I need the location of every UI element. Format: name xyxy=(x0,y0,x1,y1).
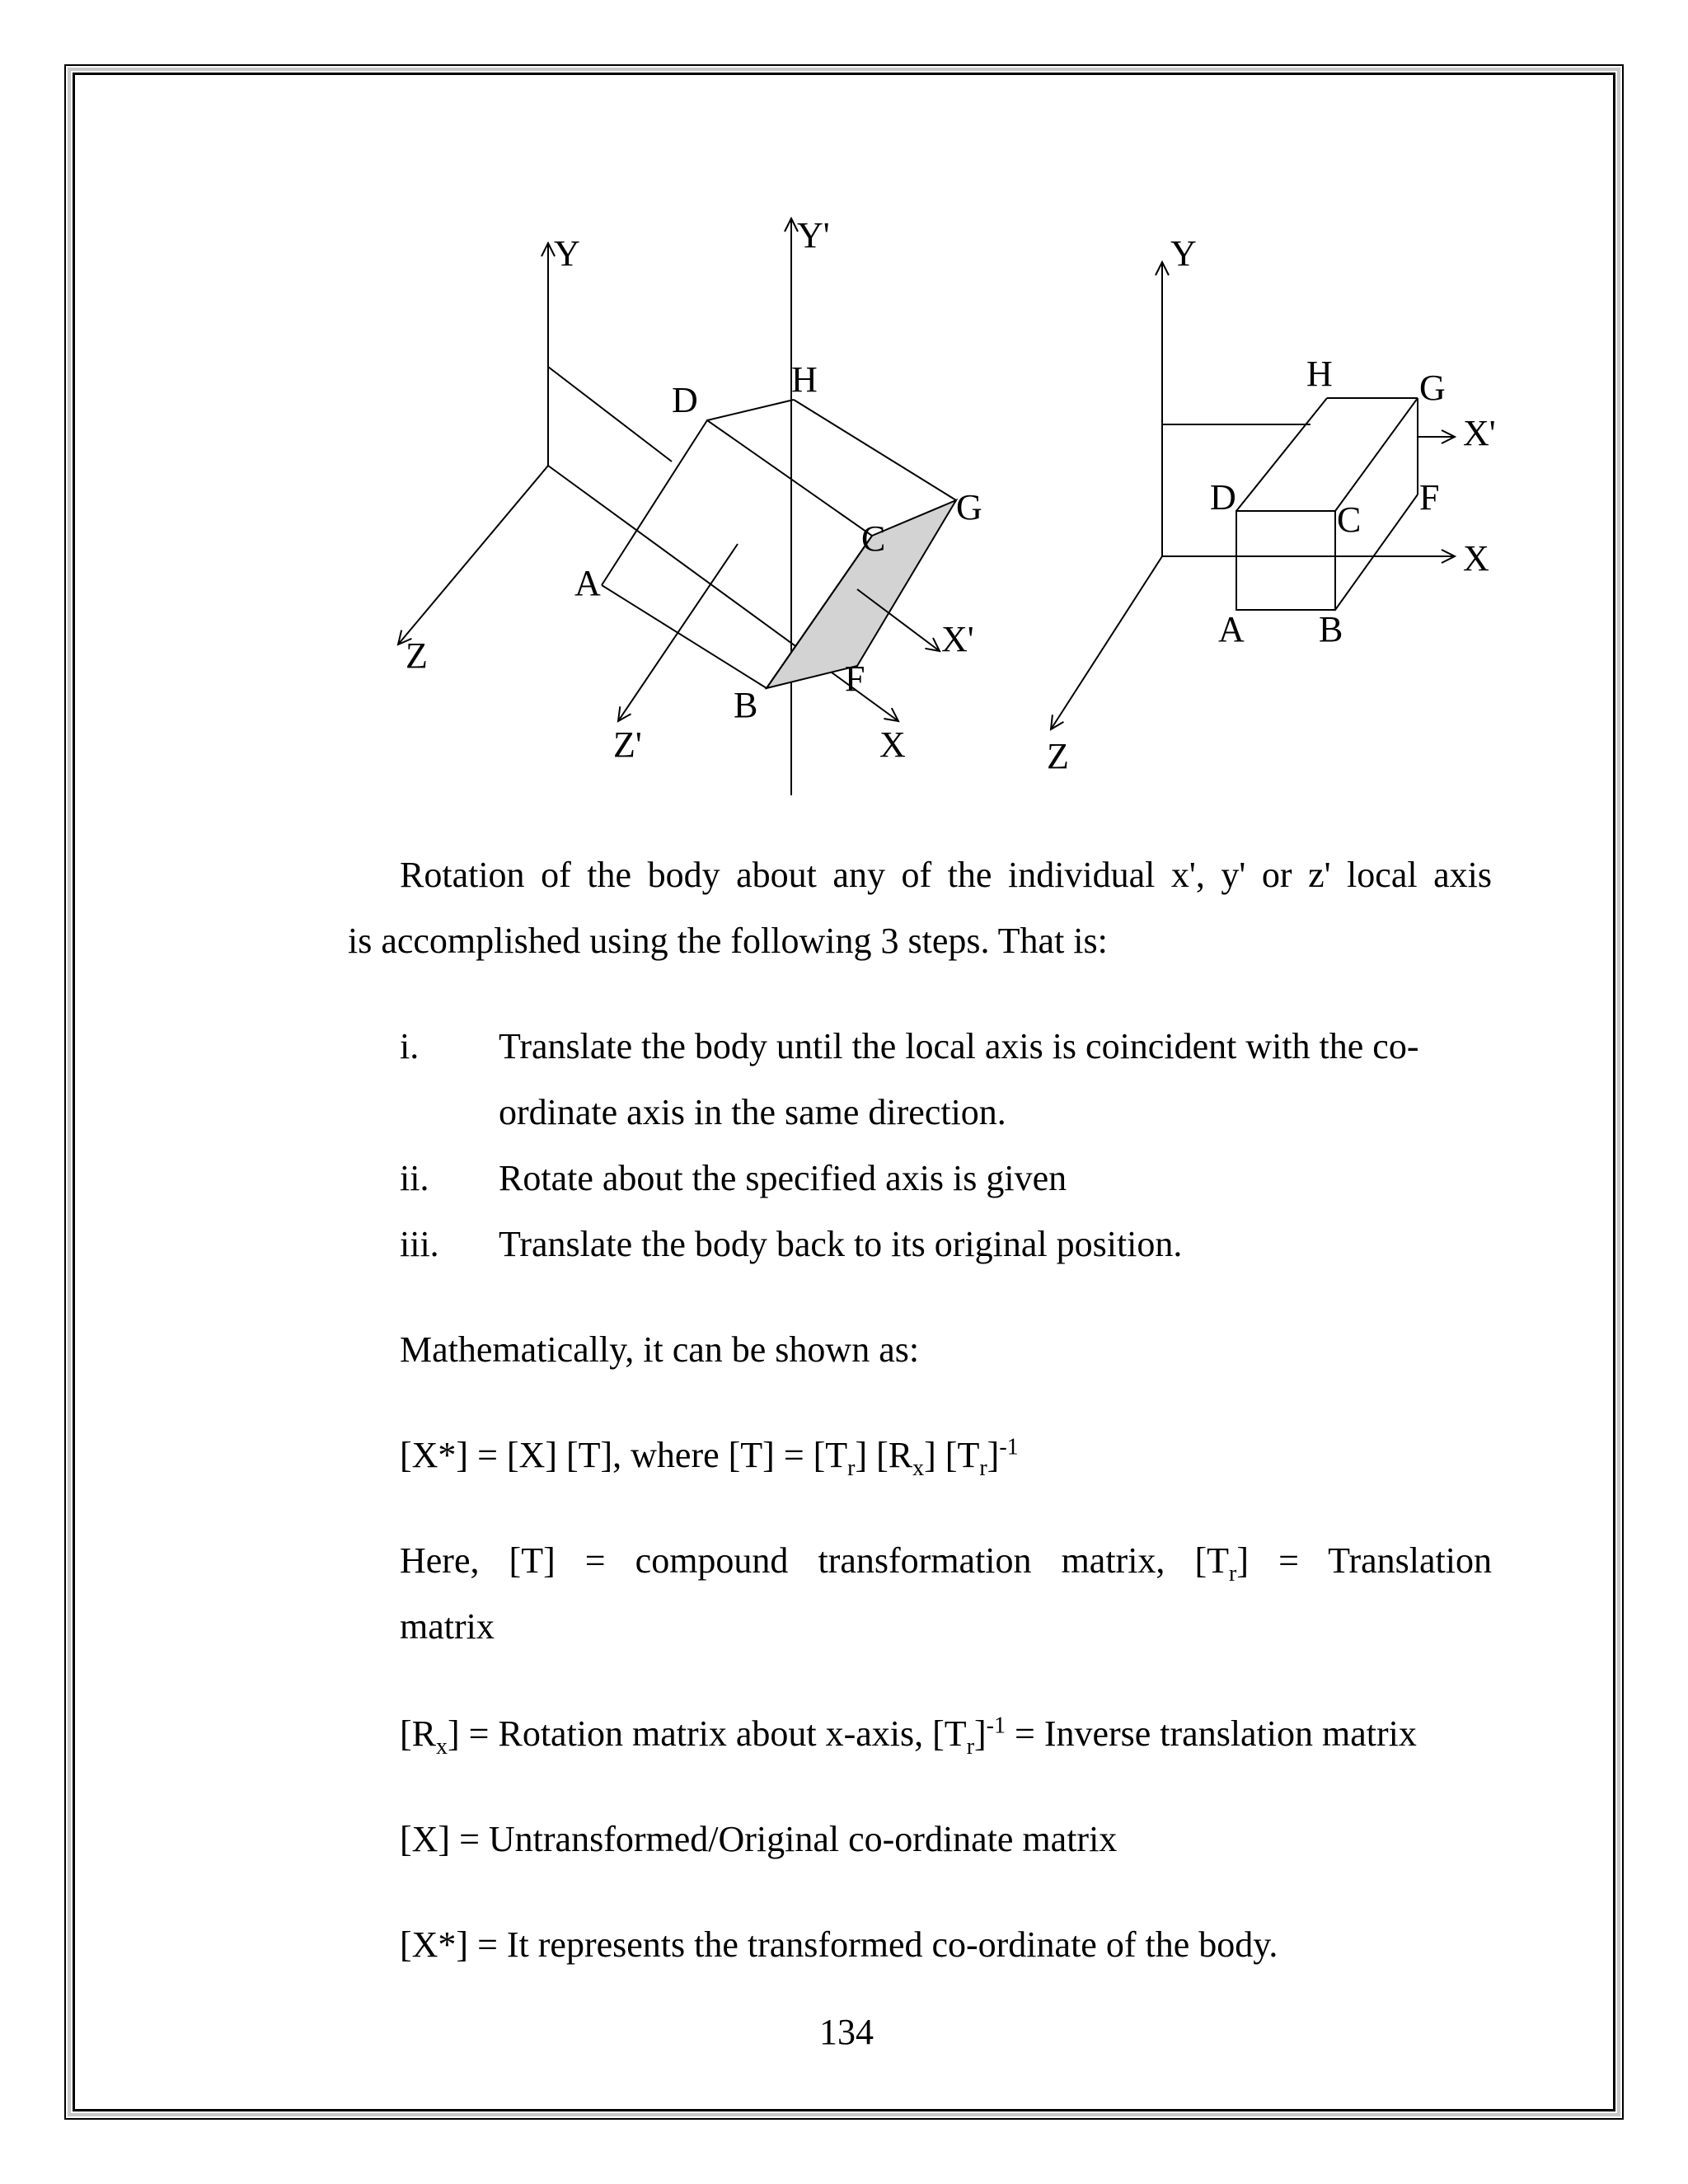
right-figure xyxy=(1051,262,1455,729)
equation: [X*] = [X] [T], where $[T] = [T_r]$ $[R_x]$ $[T_r]^{-1}$ xyxy=(400,1434,1019,1481)
left-z-axis xyxy=(398,466,548,644)
def-compound-matrix-line-2: matrix xyxy=(400,1606,495,1647)
left-label-z-prime: Z' xyxy=(613,724,642,765)
left-box-edge-dh xyxy=(707,400,794,420)
step-2-line-1: Rotate about the specified axis is given xyxy=(499,1158,1067,1198)
right-figure-labels xyxy=(1047,233,1496,776)
left-figure-labels xyxy=(406,215,982,765)
right-label-d: D xyxy=(1210,477,1236,518)
right-box-edge-dh xyxy=(1236,398,1327,511)
right-label-y: Y xyxy=(1170,233,1197,274)
right-box-front-face xyxy=(1236,511,1335,610)
left-label-y: Y xyxy=(554,233,580,274)
left-label-x-prime: X' xyxy=(941,619,974,659)
figure-rotation-diagrams xyxy=(0,0,1688,824)
right-label-x: X xyxy=(1463,538,1489,579)
right-label-b: B xyxy=(1319,609,1343,649)
left-figure xyxy=(398,218,956,795)
right-z-axis xyxy=(1051,556,1162,729)
step-1-marker: i. xyxy=(400,1026,420,1066)
left-label-y-prime: Y' xyxy=(797,215,830,255)
left-box-edge-hg xyxy=(794,400,956,500)
left-z-prime-axis xyxy=(618,544,738,721)
left-projection-line xyxy=(548,367,672,462)
left-label-a: A xyxy=(574,563,601,603)
left-label-h: H xyxy=(791,359,818,400)
intro-line-2: is accomplished using the following 3 steps. That is: xyxy=(348,921,1108,961)
def-compound-matrix: Here, [T] = compound transformation matrix, $[T_r]$ = Translation xyxy=(400,1540,1492,1586)
def-transformed-matrix: [X*] = It represents the transformed co-ordinate of the body. xyxy=(400,1924,1278,1965)
left-label-x: X xyxy=(879,724,906,765)
right-box-edge-cg xyxy=(1335,398,1418,511)
left-label-z: Z xyxy=(406,635,428,676)
left-label-g: G xyxy=(956,487,982,527)
right-label-g: G xyxy=(1419,368,1446,408)
left-label-f: F xyxy=(845,658,865,699)
right-label-x-prime: X' xyxy=(1463,413,1496,453)
intro-line-1: Rotation of the body about any of the individual x', y' or z' local axis xyxy=(400,855,1492,895)
right-label-f: F xyxy=(1419,477,1440,518)
step-1-line-1: Translate the body until the local axis is coincident with the co- xyxy=(499,1026,1419,1066)
left-label-c: C xyxy=(861,518,886,559)
step-3-marker: iii. xyxy=(400,1224,439,1264)
def-original-matrix: [X] = Untransformed/Original co-ordinate matrix xyxy=(400,1819,1118,1859)
step-2-marker: ii. xyxy=(400,1158,429,1198)
def-rotation-matrix: $[R_x]$ = Rotation matrix about x-axis, $[T_r]^{-1}$ = Inverse translation matrix xyxy=(400,1713,1417,1760)
left-label-b: B xyxy=(734,685,758,725)
math-intro: Mathematically, it can be shown as: xyxy=(400,1329,920,1370)
step-1-line-2: ordinate axis in the same direction. xyxy=(499,1092,1006,1132)
page-number: 134 xyxy=(819,2012,874,2052)
left-label-d: D xyxy=(672,380,698,420)
step-3-line-1: Translate the body back to its original position. xyxy=(499,1224,1183,1264)
right-label-z: Z xyxy=(1047,736,1069,776)
right-label-c: C xyxy=(1337,499,1362,540)
right-label-a: A xyxy=(1218,609,1245,649)
right-label-h: H xyxy=(1306,354,1333,394)
